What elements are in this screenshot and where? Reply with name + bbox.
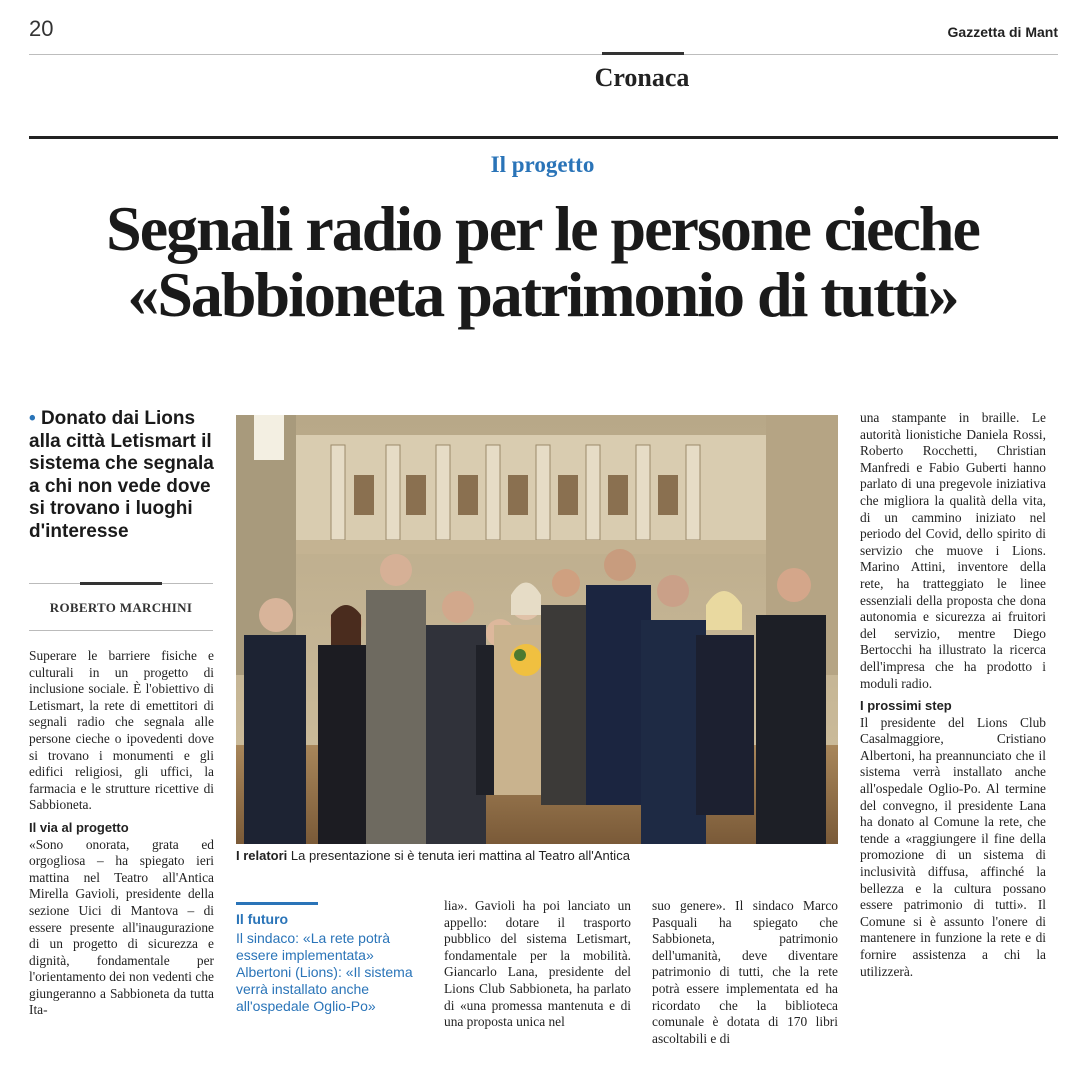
page-number: 20 [29,16,54,41]
column-1 [29,648,214,1019]
summary [29,408,219,543]
top-rule [29,54,1058,55]
byline: ROBERTO MARCHINI [49,600,193,615]
paragraph: «Sono onorata, grata ed orgogliosa – ha spiegato ieri mattina nel Teatro all'Antica Mirella Gavioli, presidente della sezione Uici di Mantova – di essere presente all'inaugurazione di un progetto di sicurezza e dignità, fondamentale per l'orientamento dei non vedenti che giungeranno a Sabbioneta da tutta Ita- [29,836,214,1018]
caption-label: I relatori [236,848,288,863]
section-bar [602,52,684,55]
summary-text: Donato dai Lions alla città Letismart il sistema che segnala a chi non vede dove si trovano i luoghi d'interesse [29,408,214,542]
photo-caption [236,848,846,863]
section-title: Cronaca [594,63,690,92]
header-rule [29,136,1058,139]
photo-illustration [236,415,838,844]
future-bar [236,902,318,905]
future-title: Il futuro [236,911,289,927]
paragraph: Il presidente del Lions Club Casalmaggiore, Cristiano Albertoni, ha preannunciato che il sistema verrà installato anche all'ospedale Oglio-Po. Al termine del convegno, il presidente Lana ha donato al Comune la rete, che tende a «raggiungere il fine della promozione di un sistema di inclusività diffusa, affinché la bellezza e la cultura possano essere patrimonio di tutti». Il Comune si è assunto l'onere di mantenere in funzione la rete e di fornire assistenza a chi la utilizzerà. [860,714,1046,979]
paragraph: una stampante in braille. Le autorità lionistiche Daniela Rossi, Roberto Rocchetti, Christian Manfredi e Fabio Guberti hanno parlato di una pregevole iniziativa che migliora la qualità della vita, di un cammino iniziato nel periodo del Covid, dello spirito di servizio che muove i Lions. Marino Attini, inventore della rete, ha tratteggiato le linee essenziali della proposta che dona autonomia e sicurezza ai fruitori del servizio, mentre Diego Bertocchi ha illustrato la ricerca dell'impresa che ha prodotto i moduli radio. [860,410,1046,691]
paragraph: Superare le barriere fisiche e culturali in un progetto di inclusione sociale. È l'obiettivo di Letismart, la rete di emettitori di segnali radio che segnala alle persone cieche o ipovedenti dove si trovano i monumenti e gli edifici religiosi, gli uffici, la farmacia e le strutture ricettive di Sabbioneta. [29,648,214,813]
future-text: Il sindaco: «La rete potrà essere implementata» Albertoni (Lions): «Il sistema verrà installato anche all'ospedale Oglio-Po» [236,930,413,1014]
subheading: Il via al progetto [29,819,129,835]
column-4 [860,410,1046,980]
headline-line-1: Segnali radio per le persone cieche [106,193,979,264]
article-photo [236,415,838,844]
caption-text: La presentazione si è tenuta ieri mattina al Teatro all'Antica [290,848,630,863]
summary-bar [80,582,162,585]
headline [20,193,1065,330]
kicker: Il progetto [490,152,595,177]
paragraph: suo genere». Il sindaco Marco Pasquali ha spiegato che Sabbioneta, patrimonio dell'umanità, deve diventare patrimonio di tutti, che la rete potrà essere implementata ed ha ricordato che la biblioteca comunale è dotata di 170 libri ascoltabili e di [652,898,838,1046]
newspaper-name: Gazzetta di Mant [947,24,1058,40]
bullet-icon: • [29,408,36,429]
paragraph: lia». Gavioli ha poi lanciato un appello: dotare il trasporto pubblico del sistema Letismart, fondamentale per la mobilità. Giancarlo Lana, presidente del Lions Club Sabbioneta, ha parlato di «una promessa mantenuta e di una proposta unica nel [444,898,631,1030]
headline-line-2: «Sabbioneta patrimonio di tutti» [127,259,958,330]
column-2 [444,898,631,1031]
byline-rule [29,630,213,631]
subheading: I prossimi step [860,698,952,714]
column-3 [652,898,838,1047]
